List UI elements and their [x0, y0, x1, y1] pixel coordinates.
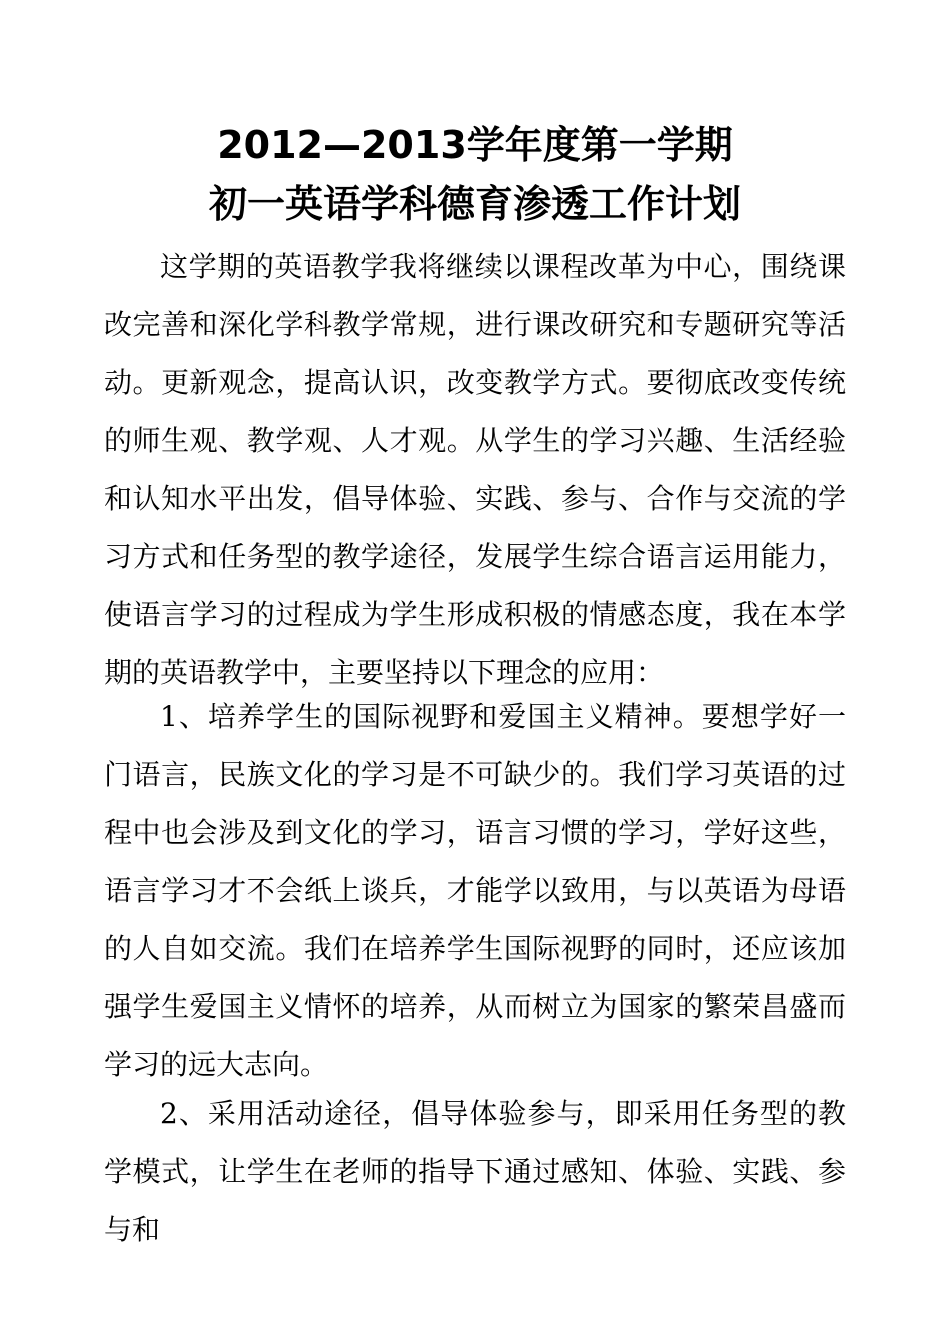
paragraph-point-2: 2、采用活动途径，倡导体验参与，即采用任务型的教学模式，让学生在老师的指导下通过感知、体验、实践、参与和 [104, 1097, 846, 1246]
paragraph-point-1-block [104, 688, 846, 1094]
paragraph-point-1: 1、培养学生的国际视野和爱国主义精神。要想学好一门语言，民族文化的学习是不可缺少的。我们学习英语的过程中也会涉及到文化的学习，语言习惯的学习，学好这些，语言学习才不会纸上谈兵，才能学以致用，与以英语为母语的人自如交流。我们在培养学生国际视野的同时，还应该加强学生爱国主义情怀的培养，从而树立为国家的繁荣昌盛而学习的远大志向。 [104, 700, 846, 1081]
paragraph-intro: 这学期的英语教学我将继续以课程改革为中心，围绕课改完善和深化学科教学常规，进行课改研究和专题研究等活动。更新观念，提高认识，改变教学方式。要彻底改变传统的师生观、教学观、人才观。从学生的学习兴趣、生活经验和认知水平出发，倡导体验、实践、参与、合作与交流的学习方式和任务型的教学途径，发展学生综合语言运用能力，使语言学习的过程成为学生形成积极的情感态度，我在本学期的英语教学中，主要坚持以下理念的应用： [104, 250, 846, 689]
paragraph-intro-block [104, 238, 846, 702]
paragraph-point-2-block [104, 1085, 846, 1259]
document-title-line-1: 2012—2013学年度第一学期 [217, 123, 733, 167]
document-title-line-2: 初一英语学科德育渗透工作计划 [208, 182, 741, 226]
